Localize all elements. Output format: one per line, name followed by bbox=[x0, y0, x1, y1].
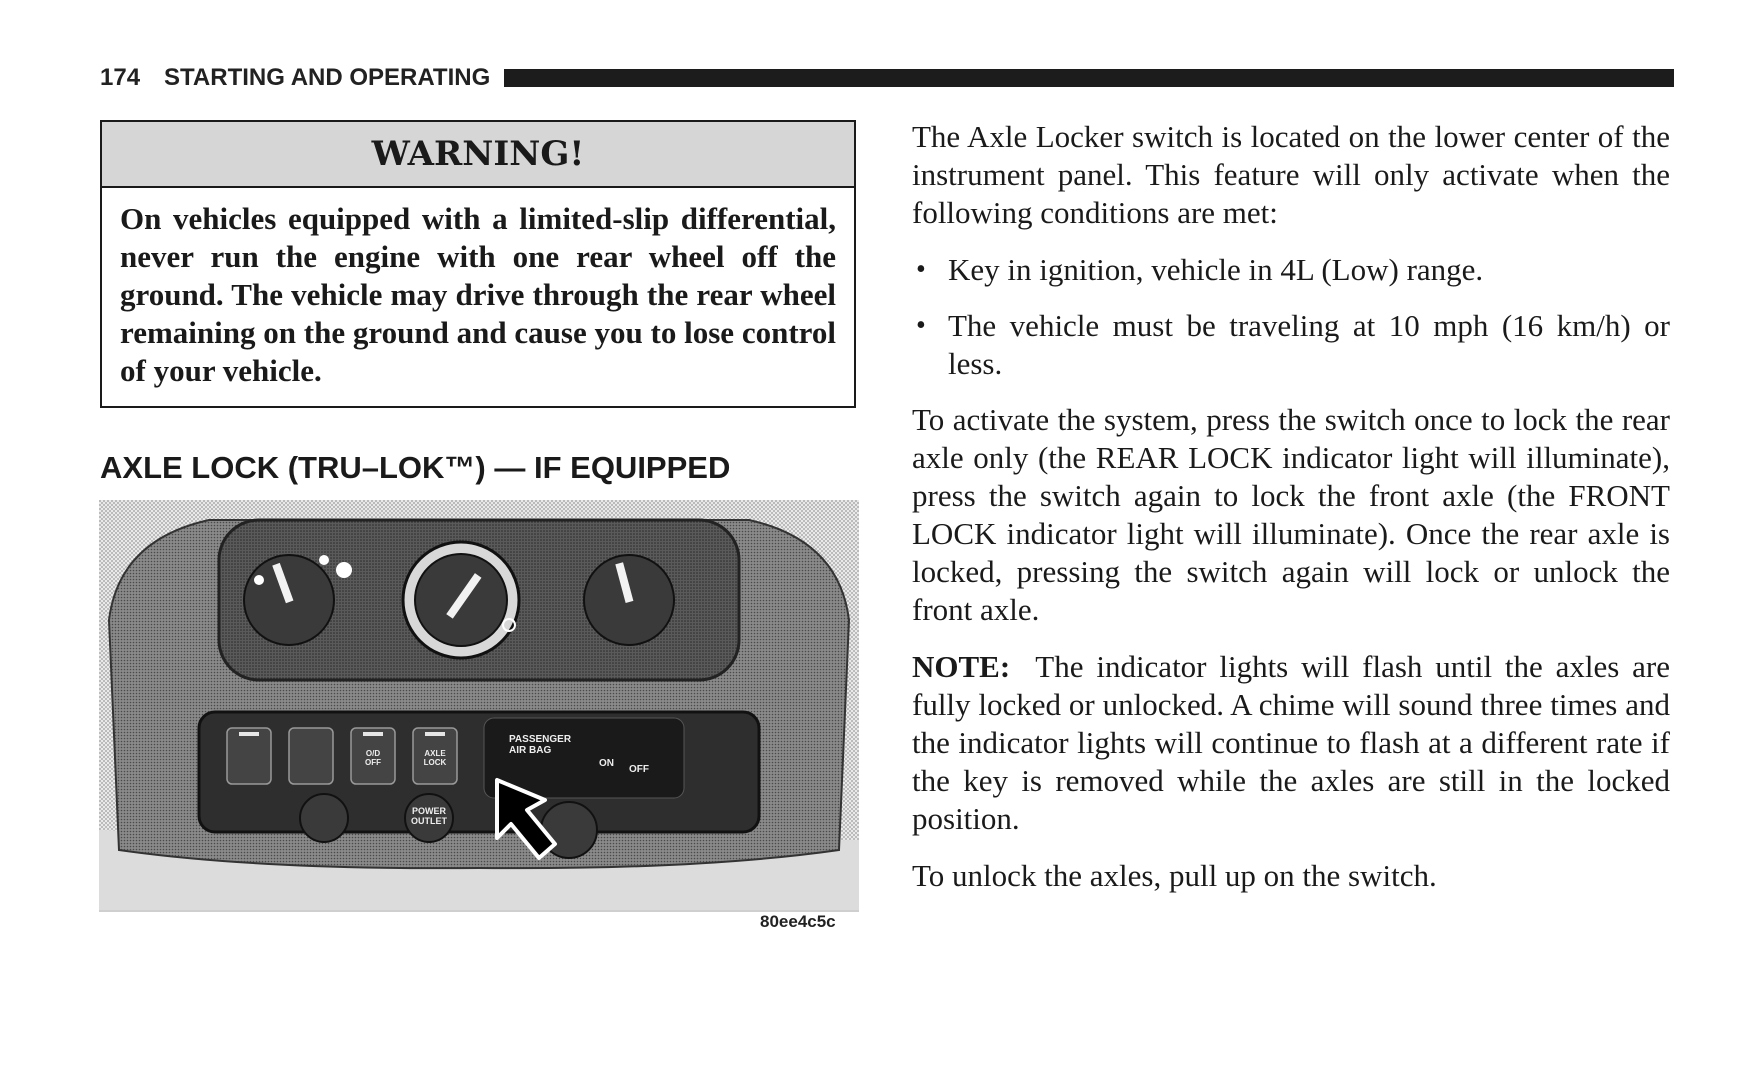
page-number: 174 bbox=[100, 64, 141, 91]
warning-text: On vehicles equipped with a limited-slip differential, never run the engine with one rear wheel off the ground. The vehicle may drive through the rear wheel remaining on the ground and cause you to lose control of your vehicle. bbox=[120, 201, 836, 388]
section-heading: AXLE LOCK (TRU–LOK™) — IF EQUIPPED bbox=[100, 450, 731, 485]
condition-text: The vehicle must be traveling at 10 mph (16 km/h) or less. bbox=[948, 308, 1670, 381]
header-rule bbox=[504, 69, 1674, 87]
list-item: • Key in ignition, vehicle in 4L (Low) range. bbox=[916, 252, 1484, 287]
power-outlet-label-line1: POWER bbox=[411, 806, 447, 816]
od-off-label-line1: O/D bbox=[365, 749, 381, 758]
instrument-panel-illustration bbox=[99, 500, 859, 910]
page-header bbox=[100, 62, 1674, 94]
list-item: • The vehicle must be traveling at 10 mph (16 km/h) or less. bbox=[916, 308, 1670, 381]
intro-paragraph: The Axle Locker switch is located on the lower center of the instrument panel. This feature will only activate when the following conditions are met: bbox=[912, 119, 1670, 230]
conditions-list bbox=[912, 251, 1670, 383]
section-title: STARTING AND OPERATING bbox=[164, 64, 491, 91]
instrument-panel-figure bbox=[99, 500, 859, 912]
body-text bbox=[912, 118, 1670, 914]
activate-paragraph: To activate the system, press the switch once to lock the rear axle only (the REAR LOCK indicator light will illuminate), press the switch again to lock the front axle (the FRONT LOCK indicator light will illuminate). Once the rear axle is locked, pressing the switch again will lock or unlock the front axle. bbox=[912, 402, 1670, 627]
power-outlet-label-line2: OUTLET bbox=[411, 816, 447, 826]
axle-lock-label-line1: AXLE bbox=[424, 749, 446, 758]
unlock-paragraph: To unlock the axles, pull up on the switch. bbox=[912, 858, 1437, 893]
airbag-off-label: OFF bbox=[629, 764, 649, 775]
passenger-airbag-label-line2: AIR BAG bbox=[509, 745, 552, 756]
warning-box bbox=[100, 120, 856, 408]
note-paragraph bbox=[912, 648, 1670, 838]
passenger-airbag-label-line1: PASSENGER bbox=[509, 734, 572, 745]
condition-text: Key in ignition, vehicle in 4L (Low) range. bbox=[948, 252, 1484, 287]
figure-caption: 80ee4c5c bbox=[760, 912, 836, 931]
note-label: NOTE: bbox=[912, 649, 1011, 684]
note-text: The indicator lights will flash until the axles are fully locked or unlocked. A chime will sound three times and the indicator lights will continue to flash at a different rate if the key is removed while the axles are still in the locked position. bbox=[912, 649, 1670, 836]
axle-lock-label-line2: LOCK bbox=[423, 758, 447, 767]
airbag-on-label: ON bbox=[599, 758, 614, 769]
warning-title: WARNING! bbox=[102, 122, 854, 188]
od-off-label-line2: OFF bbox=[365, 758, 381, 767]
